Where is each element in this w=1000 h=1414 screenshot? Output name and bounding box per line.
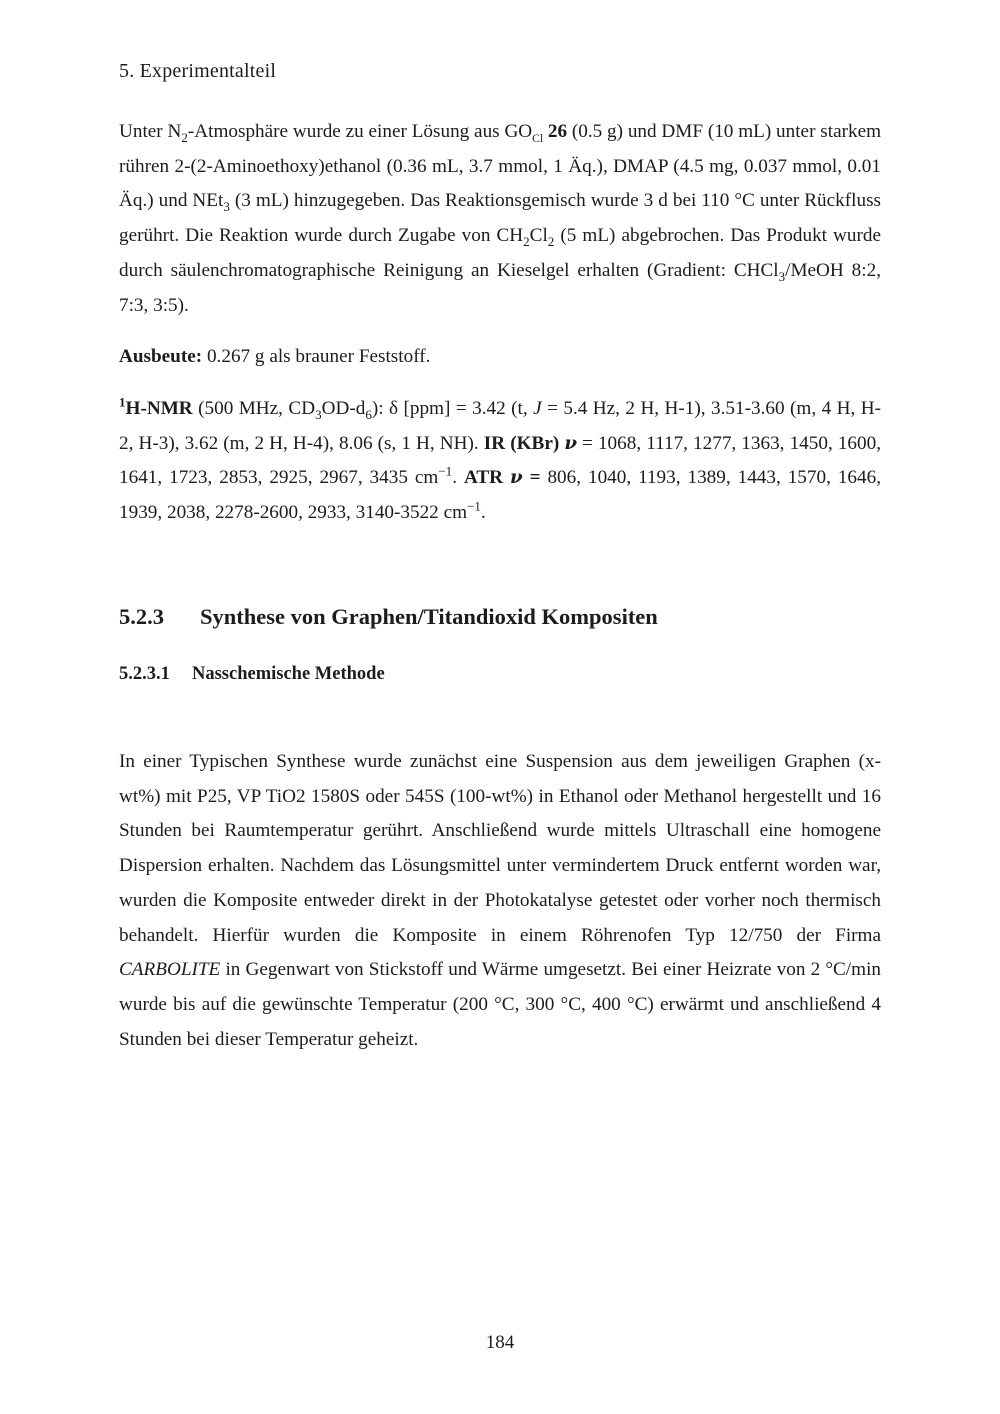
subscript: 3 [778,268,786,284]
text-run: (0.5 g) und DMF (10 mL) unter starkem rühren 2-(2-Aminoethoxy)ethanol (0.36 mL, 3.7 mmol, 1 Äq.), DMAP (4.5 mg, 0.037 mmol, 0.01 Äq.) und NEt [119,121,882,212]
section-heading [119,604,658,630]
nmr-label: H-NMR [125,398,193,419]
spectroscopy-paragraph [119,392,881,531]
subscript: 2 [181,129,188,145]
subscript: Cl [532,132,544,145]
subscript: 3 [315,406,322,422]
superscript: −1 [438,464,453,480]
text-run: /MeOH 8:2, 7:3, 3:5). [119,259,881,316]
text-run: = 5.4 Hz, 2 H, H-1), 3.51-3.60 (m, 4 H, H-2, H-3), 3.62 (m, 2 H, H-4), 8.06 (s, 1 H, NH). [119,398,881,454]
coupling-constant-symbol: J [533,398,542,419]
text-run: In einer Typischen Synthese wurde zunächst eine Suspension aus dem jeweiligen Graphen (x-wt%) mit P25, VP TiO2 1580S oder 545S (100-wt%) in Ethanol oder Methanol hergestellt und 16 Stunden bei Raumtemperatur gerührt. Anschließend wurde mittels Ultraschall eine homogene Dispersion erhalten. Nachdem das Lösungsmittel unter vermindertem Druck entfernt worden war, wurden die Komposite entweder direkt in der Photokatalyse getestet oder vorher noch thermisch behandelt. Hierfür wurden die Komposite in einem Röhrenofen Typ 12/750 der Firma [119,751,881,946]
subsection-title-text: Nasschemische Methode [192,664,385,684]
yield-text: 0.267 g als brauner Feststoff. [202,346,431,367]
synthesis-paragraph [119,745,881,1057]
nu-symbol: ν [509,467,523,489]
text-run: in Gegenwart von Stickstoff und Wärme umgesetzt. Bei einer Heizrate von 2 °C/min wurde bis auf die gewünschte Temperatur (200 °C, 300 °C, 400 °C) erwärmt und anschließend 4 Stunden bei dieser Temperatur geheizt. [119,959,881,1050]
section-number: 5.2.3 [119,604,164,629]
ir-label: IR (KBr) [483,432,565,454]
text-run: . [452,467,464,489]
text-run: -Atmosphäre wurde zu einer Lösung aus GO [187,121,533,142]
page-number: 184 [485,1332,515,1353]
subscript: 2 [547,233,555,249]
subscript: 3 [223,199,230,215]
yield-label: Ausbeute: [119,346,203,367]
atr-label: ATR [463,467,510,489]
compound-number: 26 [543,121,568,142]
company-name: CARBOLITE [119,959,221,981]
text-run: ): δ [ppm] = 3.42 (t, [371,398,534,419]
text-run: Unter N [119,121,182,142]
text-run: . [480,502,486,524]
procedure-paragraph [119,115,881,323]
text-run: (5 mL) abgebrochen. Das Produkt wurde durch säulenchromatographische Reinigung an Kieselgel erhalten (Gradient: CHCl [119,225,881,281]
subscript: 6 [365,406,372,422]
section-title-text: Synthese von Graphen/Titandioxid Kompositen [200,604,658,629]
ir-values: = 1068, 1117, 1277, 1363, 1450, 1600, 1641, 1723, 2853, 2925, 2967, 3435 cm [119,432,881,489]
superscript: −1 [467,498,481,514]
text-run: (500 MHz, CD [192,398,316,419]
text-run: = [522,467,541,489]
subsection-heading [119,664,385,685]
nu-symbol: ν [564,432,577,454]
running-head: 5. Experimentalteil [119,60,277,82]
yield-line [119,340,881,375]
atr-values: 806, 1040, 1193, 1389, 1443, 1570, 1646, 1939, 2038, 2278-2600, 2933, 3140-3522 cm [119,467,881,524]
text-run: OD-d [321,398,366,419]
text-run: (3 mL) hinzugegeben. Das Reaktionsgemisch wurde 3 d bei 110 °C unter Rückfluss gerührt. Die Reaktion wurde durch Zugabe von CH [119,190,882,247]
subscript: 2 [523,233,530,249]
superscript: 1 [119,394,126,410]
text-run: Cl [529,225,548,247]
subsection-number: 5.2.3.1 [119,664,170,684]
